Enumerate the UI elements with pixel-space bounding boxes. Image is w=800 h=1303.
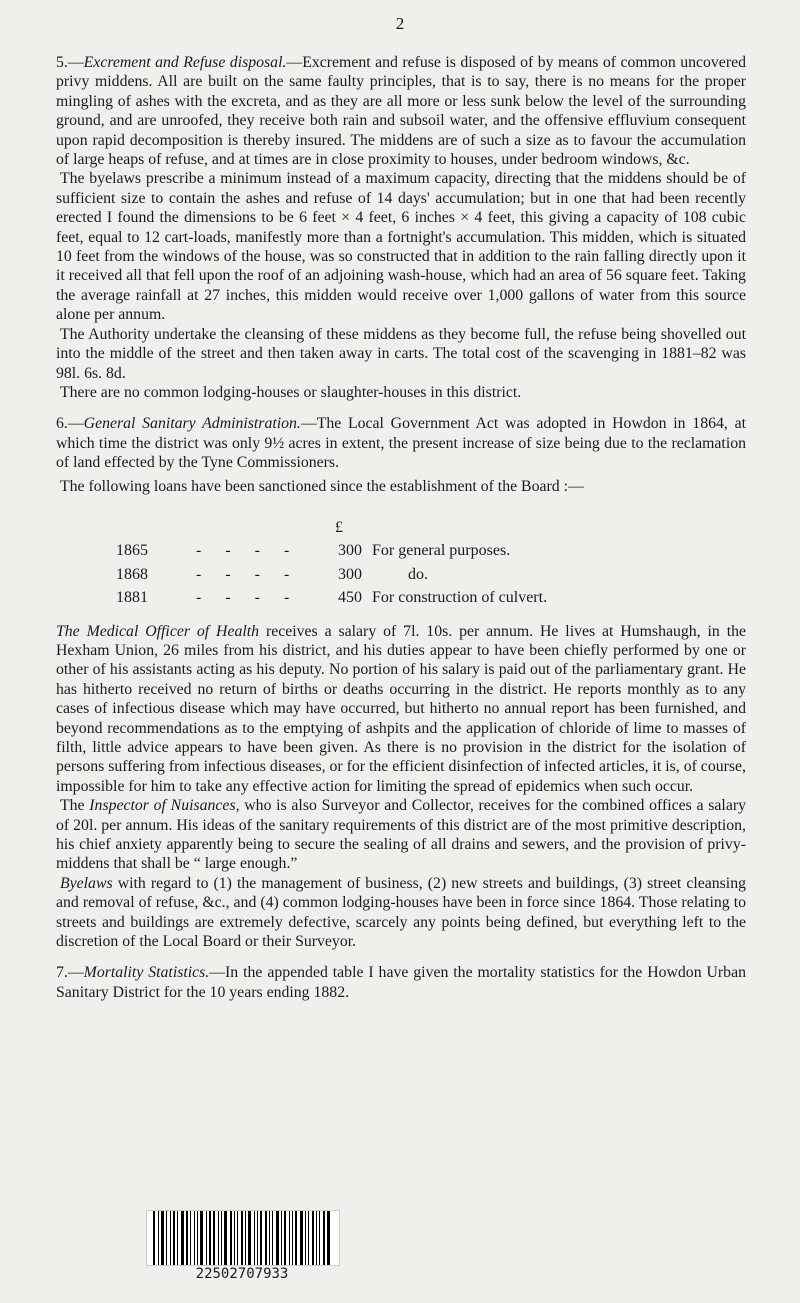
barcode-bar — [218, 1211, 219, 1265]
barcode-bar — [170, 1211, 171, 1265]
barcode-bar — [166, 1211, 167, 1265]
loan-year: 1881 — [116, 589, 148, 607]
barcode-bars — [147, 1211, 339, 1265]
loan-purpose: For construction of culvert. — [372, 589, 548, 607]
barcode-bar — [221, 1211, 222, 1265]
loan-purpose: For general purposes. — [372, 542, 511, 560]
section5-paragraph1 — [56, 53, 746, 169]
section5-number: 5.— — [56, 54, 84, 71]
barcode-bar — [248, 1211, 251, 1265]
loan-amount: 300 — [338, 565, 362, 583]
barcode-bar — [284, 1211, 286, 1265]
barcode-bar — [312, 1211, 314, 1265]
loan-dashes: - - - - — [196, 565, 300, 583]
inspector-heading: Inspector of Nuisances, — [89, 797, 240, 815]
barcode-bar — [234, 1211, 235, 1265]
barcode-bar — [308, 1211, 309, 1265]
loan-dashes: - - - - — [196, 589, 300, 607]
section6-paragraph2: The following loans have been sanctioned since the establishment of the Board :— — [60, 477, 584, 495]
barcode-bar — [186, 1211, 188, 1265]
byelaws-text: with regard to (1) the management of business, (2) new streets and buildings, (3) street cleansing and removal of refuse, &c., and (4) common lodging-houses have been in force since 1864. Those relating to streets and buildings are extremely defective, scarcely any points being defined, but everything left to the discretion of the Local Board or their Surveyor. — [56, 874, 746, 951]
barcode-bar — [200, 1211, 203, 1265]
barcode-bar — [316, 1211, 317, 1265]
barcode-bar — [237, 1211, 238, 1265]
barcode-bar — [190, 1211, 191, 1265]
barcode-bar — [327, 1211, 330, 1265]
document-body — [56, 53, 746, 1002]
page-number: 2 — [395, 14, 405, 33]
barcode-bar — [194, 1211, 195, 1265]
barcode-bar — [260, 1211, 262, 1265]
section7-heading: Mortality Statistics. — [83, 964, 210, 982]
barcode-bar — [289, 1211, 290, 1265]
barcode-bar — [206, 1211, 207, 1265]
section5-paragraph2: The byelaws prescribe a minimum instead of a maximum capacity, directing that the middens should be of sufficient size to contain the ashes and refuse of 14 days' accumulation; but in one that had been recently erected I found the dimensions to be 6 feet × 4 feet, 6 inches × 4 feet, this giving a capacity of 108 cubic feet, equal to 12 cart-loads, manifestly more than a fortnight's accumulation. This midden, which is situated 10 feet from the windows of the house, was so constructed that in addition to the rain falling directly upon it it received all that fell upon the roof of an adjoining wash-house, which had an area of 56 square feet. Taking the average rainfall at 27 inches, this midden would receive over 1,000 gallons of water from this source alone per annum. — [56, 170, 746, 324]
barcode-bar — [265, 1211, 267, 1265]
section5-text1: —Excrement and refuse is disposed of by means of common uncovered privy middens. All are built on the same faulty principles, that is to say, there is no means for the proper mingling of ashes with the excreta, and as they are all more or less sunk below the level of the surrounding ground, and are unroofed, they receive both rain and subsoil water, and the offensive effluvium consequent upon rapid decomposition is thereby insured. The middens are of such a size as to favour the accumulation of large heaps of refuse, and at times are in close proximity to houses, under bedroom windows, &c. — [56, 54, 746, 169]
loans-table — [116, 516, 547, 610]
moh-text: receives a salary of 7l. 10s. per annum. He lives at Humshaugh, in the Hexham Union, 26 miles from his district, and his duties appear to have been chiefly performed by one or other of his assistants acting as his deputy. No portion of his salary is paid out of the parliamentary grant. He has hitherto received no return of births or deaths occurring in the district. He reports monthly as to any cases of infectious disease which may have occurred, but hitherto no annual report has been furnished, and beyond recommendations as to the emptying of ashpits and the application of chloride of lime to masses of filth, little advice appears to have been given. As there is no provision in the district for the isolation of persons suffering from infectious diseases, or for the efficient disinfection of infected articles, it is, of course, impossible for him to take any effective action for limiting the spread of epidemics when such occur. — [56, 622, 746, 795]
section6-paragraph1 — [56, 414, 746, 472]
barcode-bar — [292, 1211, 293, 1265]
loan-row — [116, 586, 547, 609]
moh-paragraph — [56, 622, 746, 797]
barcode-bar — [272, 1211, 273, 1265]
barcode-bar — [295, 1211, 297, 1265]
inspector-text: who is also Surveyor and Collector, receives for the combined offices a salary of 20l. per annum. His ideas of the sanitary requirements of this district are of the most primitive description, his chief anxiety apparently being to secure the sealing of all drains and sewers, and the provision of privy-middens that shall be “ large enough.” — [56, 797, 746, 873]
barcode-bar — [224, 1211, 227, 1265]
barcode-bar — [323, 1211, 325, 1265]
section6-text1: —The Local Government Act was adopted in Howdon in 1864, at which time the district was only 9½ acres in extent, the present increase of size being due to the reclamation of land effected by the Tyne Commissioners. — [56, 415, 746, 472]
currency-symbol: £ — [335, 518, 343, 536]
barcode-bar — [197, 1211, 198, 1265]
byelaws-heading: Byelaws — [60, 874, 113, 892]
loan-row — [116, 539, 547, 562]
loan-year: 1868 — [116, 565, 148, 583]
barcode-bar — [269, 1211, 270, 1265]
barcode-bar — [177, 1211, 178, 1265]
barcode-bar — [230, 1211, 232, 1265]
barcode-bar — [319, 1211, 320, 1265]
byelaws-paragraph — [56, 874, 746, 952]
section7-paragraph1 — [56, 963, 746, 1002]
currency-header-row — [116, 516, 547, 539]
loan-year: 1865 — [116, 542, 148, 560]
loan-dashes: - - - - — [196, 542, 300, 560]
section6-heading: General Sanitary Administration. — [83, 415, 301, 433]
barcode-bar — [281, 1211, 282, 1265]
inspector-paragraph — [56, 796, 746, 874]
loan-purpose: do. — [408, 565, 428, 583]
barcode-bar — [241, 1211, 243, 1265]
section5-paragraph3: The Authority undertake the cleansing of these middens as they become full, the refuse being shovelled out into the middle of the street and then taken away in carts. The total cost of the scavenging in 1881–82 was 98l. 6s. 8d. — [56, 325, 746, 382]
inspector-pre: The — [60, 797, 90, 815]
section7-text1: —In the appended table I have given the mortality statistics for the Howdon Urban Sanitary District for the 10 years ending 1882. — [56, 964, 746, 1001]
barcode-bar — [161, 1211, 164, 1265]
barcode-bar — [209, 1211, 211, 1265]
loan-amount: 450 — [338, 589, 362, 607]
loan-amount: 300 — [338, 542, 362, 560]
barcode-bar — [213, 1211, 215, 1265]
section6-number: 6.— — [56, 415, 84, 433]
barcode-bar — [305, 1211, 306, 1265]
barcode-bar — [276, 1211, 279, 1265]
section5-heading: Excrement and Refuse disposal. — [83, 54, 287, 71]
barcode-bar — [181, 1211, 184, 1265]
barcode-bar — [300, 1211, 303, 1265]
barcode-bar — [153, 1211, 155, 1265]
section7-number: 7.— — [56, 964, 84, 982]
barcode-bar — [173, 1211, 175, 1265]
barcode-bar — [254, 1211, 255, 1265]
barcode-bar — [245, 1211, 246, 1265]
section5-paragraph4: There are no common lodging-houses or slaughter-houses in this district. — [60, 383, 522, 401]
barcode-bar — [257, 1211, 258, 1265]
barcode-number: 22502707933 — [195, 1266, 289, 1282]
loan-row — [116, 563, 547, 586]
moh-heading: The Medical Officer of Health — [56, 622, 260, 640]
barcode-image — [146, 1210, 340, 1266]
barcode-bar — [158, 1211, 159, 1265]
